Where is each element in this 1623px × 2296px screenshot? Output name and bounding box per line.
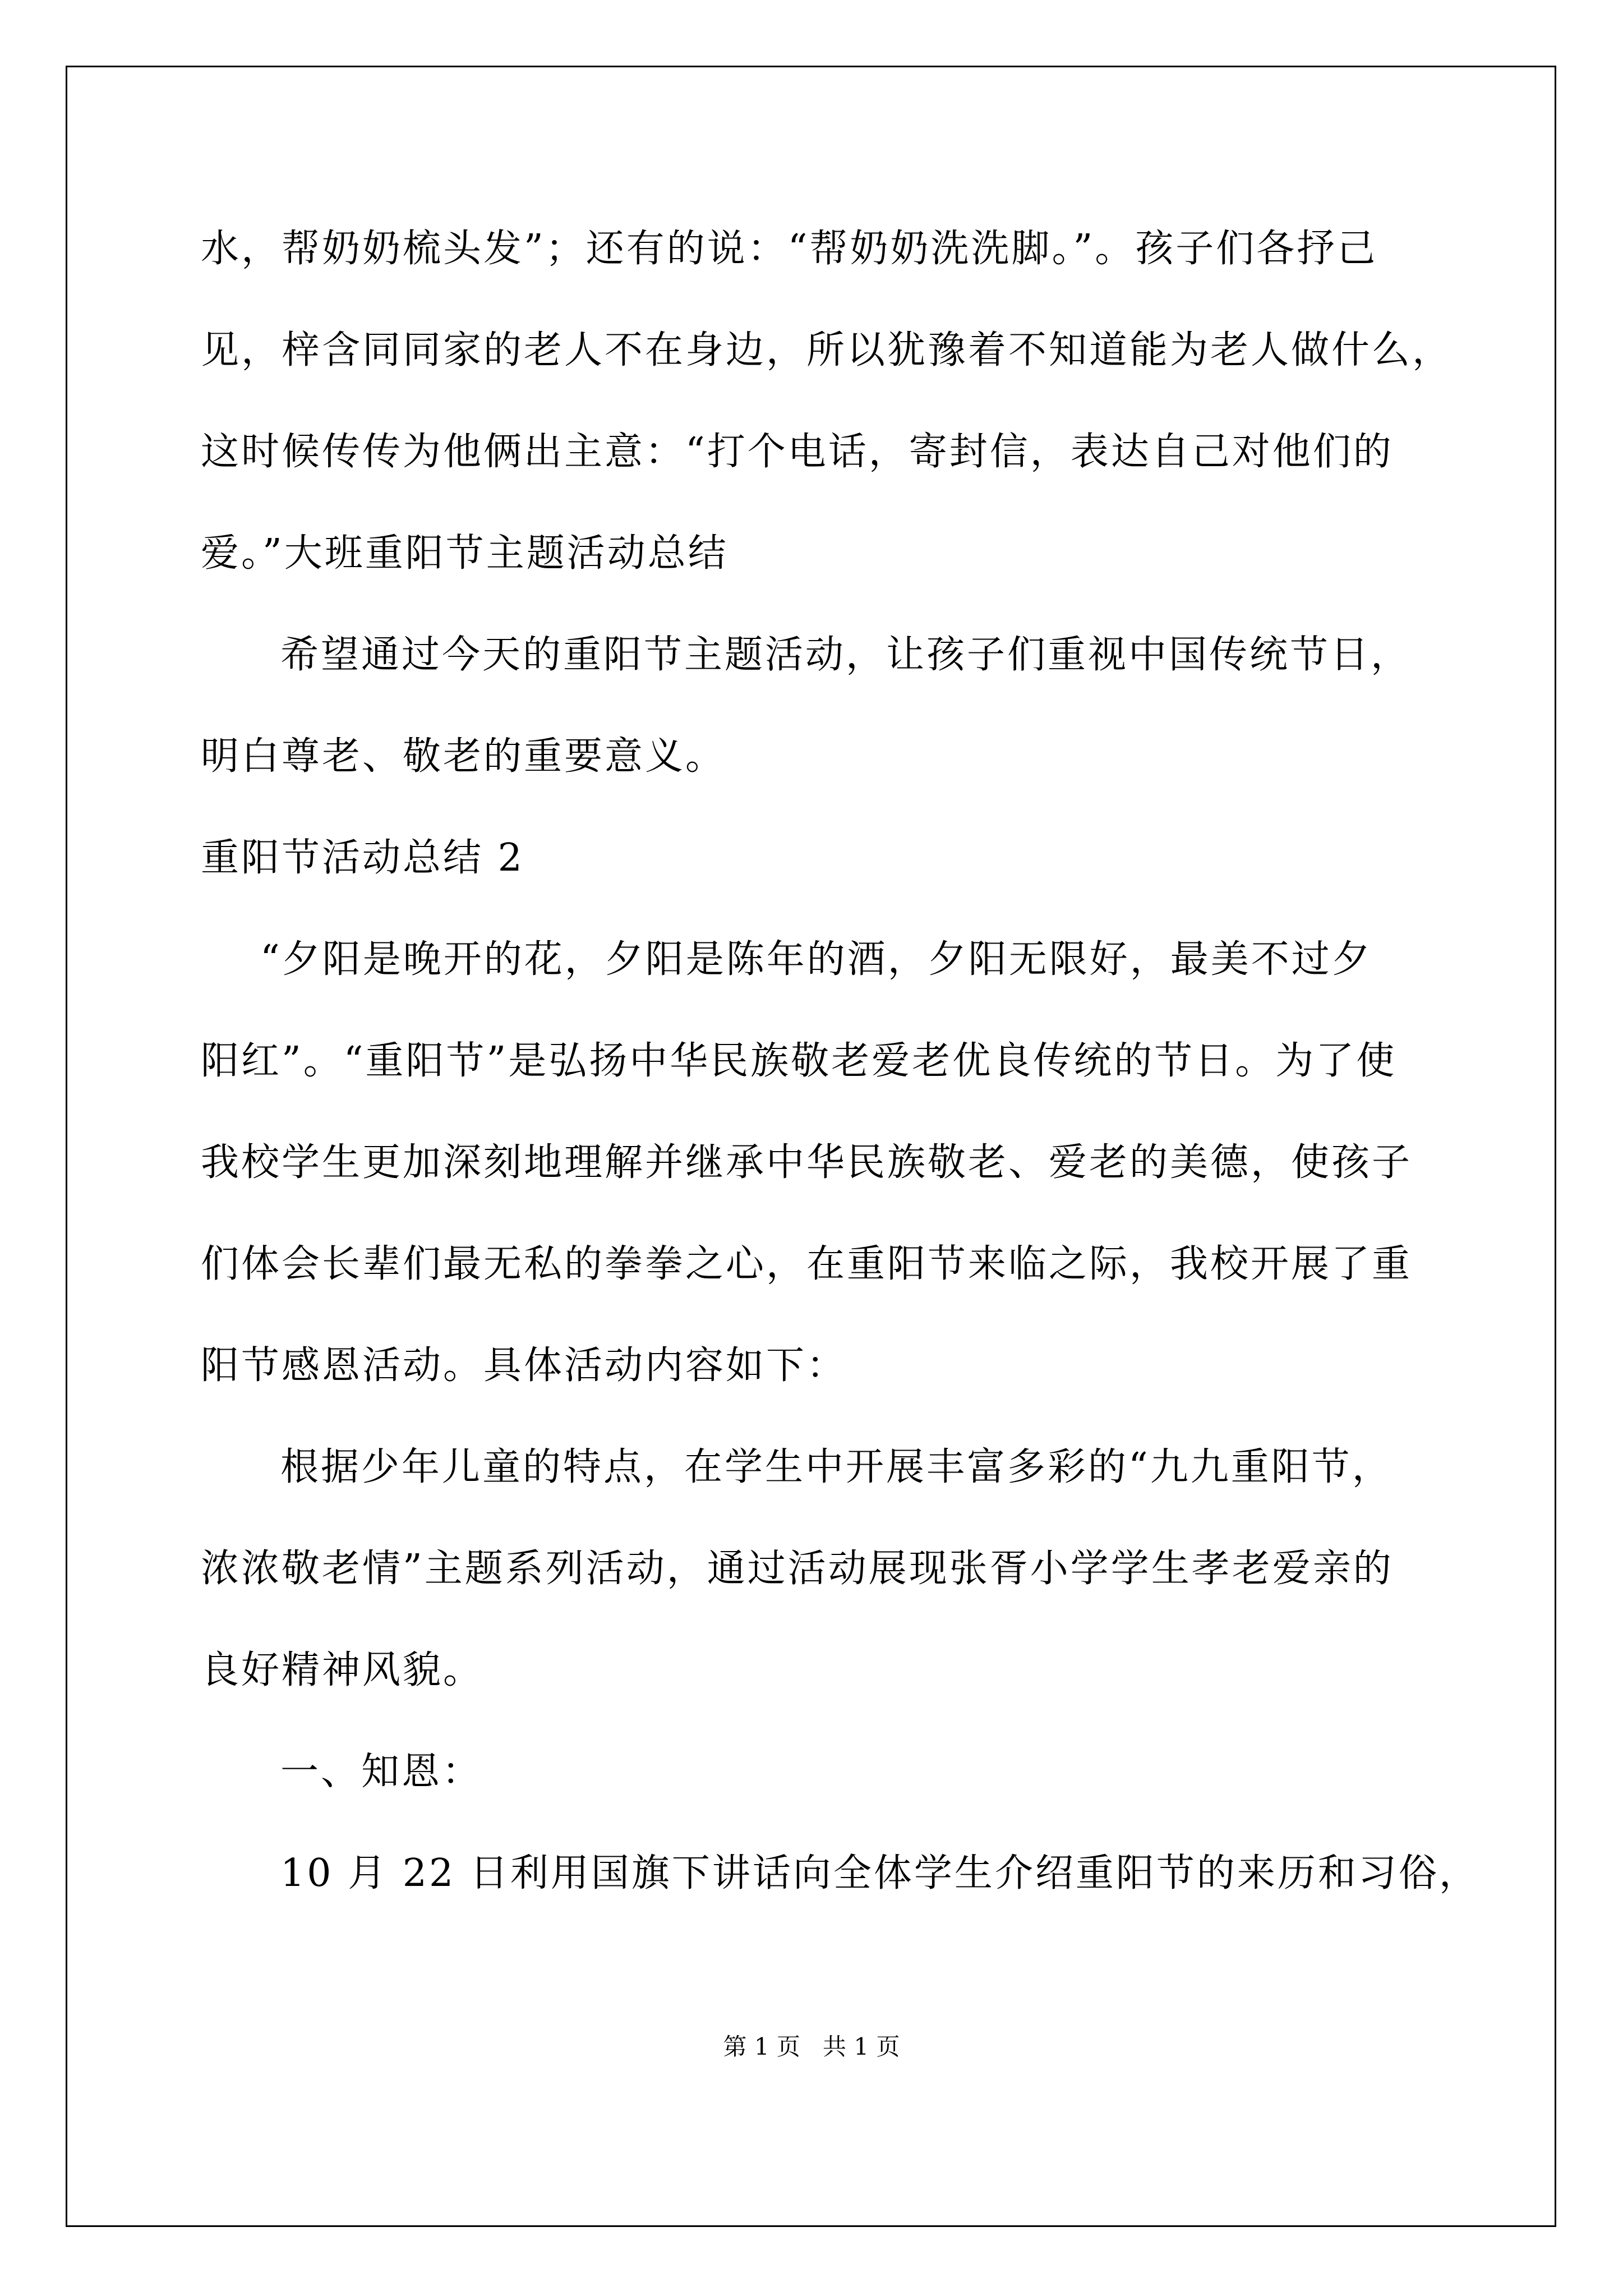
- text-line: 这时候传传为他俩出主意：“打个电话，寄封信，表达自己对他们的: [201, 430, 1394, 474]
- text-line: 见，梓含同同家的老人不在身边，所以犹豫着不知道能为老人做什么，: [201, 328, 1453, 372]
- paragraph-line: “夕阳是晚开的花，夕阳是陈年的酒，夕阳无限好，最美不过夕: [260, 937, 1372, 982]
- text-line: 们体会长辈们最无私的拳拳之心，在重阳节来临之际，我校开展了重: [201, 1242, 1413, 1286]
- text-line: 我校学生更加深刻地理解并继承中华民族敬老、爱老的美德，使孩子: [201, 1140, 1413, 1185]
- text-line: 明白尊老、敬老的重要意义。: [201, 734, 726, 779]
- list-heading: 一、知恩：: [280, 1750, 483, 1794]
- text-line: 阳节感恩活动。具体活动内容如下：: [201, 1343, 847, 1388]
- paragraph-line: 希望通过今天的重阳节主题活动，让孩子们重视中国传统节日，: [280, 633, 1412, 677]
- paragraph-line: 根据少年儿童的特点，在学生中开展丰富多彩的“九九重阳节，: [280, 1445, 1393, 1489]
- text-line: 良好精神风貌。: [201, 1648, 484, 1692]
- text-line: 爱。”大班重阳节主题活动总结: [201, 531, 728, 576]
- page-footer: 第 1 页 共 1 页: [723, 2033, 900, 2060]
- text-line: 阳红”。“重阳节”是弘扬中华民族敬老爱老优良传统的节日。为了使: [201, 1039, 1397, 1083]
- paragraph-line: 10 月 22 日利用国旗下讲话向全体学生介绍重阳节的来历和习俗，: [280, 1851, 1479, 1895]
- text-line: 水，帮奶奶梳头发”；还有的说：“帮奶奶洗洗脚。”。孩子们各抒己: [201, 227, 1378, 271]
- section-heading: 重阳节活动总结 2: [201, 836, 524, 880]
- text-line: 浓浓敬老情”主题系列活动，通过活动展现张胥小学学生孝老爱亲的: [201, 1547, 1394, 1591]
